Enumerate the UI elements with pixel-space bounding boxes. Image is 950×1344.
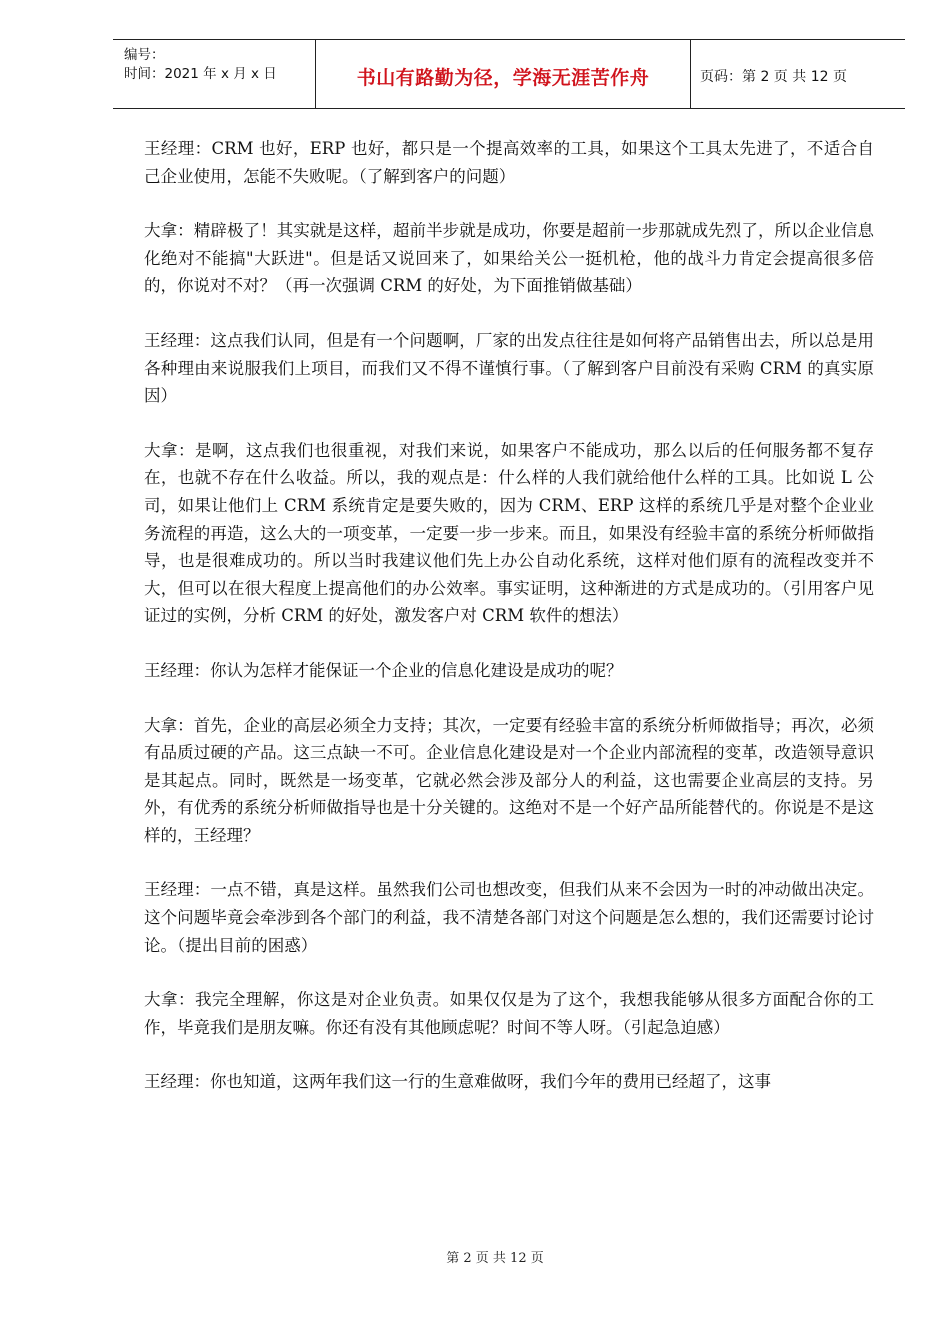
dialogue-paragraph: 大拿：是啊，这点我们也很重视，对我们来说，如果客户不能成功，那么以后的任何服务都不复存在，也就不存在什么收益。所以，我的观点是：什么样的人我们就给他什么样的工具。比如说 L 公司，如果让他们上 CRM 系统肯定是要失败的，因为 CRM、ERP 这样的系统几乎是对整个企业业务流程的再造，这么大的一项变革，一定要一步一步来。而且，如果没有经验丰富的系统分析师做指导，也是很难成功的。所以当时我建议他们先上办公自动化系统，这样对他们原有的流程改变并不大，但可以在很大程度上提高他们的办公效率。事实证明，这种渐进的方式是成功的。（引用客户见证过的实例，分析 CRM 的好处，激发客户对 CRM 软件的想法）: [144, 440, 874, 626]
document-time-label: 时间：2021 年 x 月 x 日: [124, 66, 277, 82]
header-motto: 书山有路勤为径，学海无涯苦作舟: [356, 67, 650, 89]
dialogue-paragraph: 王经理：这点我们认同，但是有一个问题啊，厂家的出发点往往是如何将产品销售出去，所以总是用各种理由来说服我们上项目，而我们又不得不谨慎行事。（了解到客户目前没有采购 CRM 的真实原因）: [144, 330, 874, 406]
page-footer: 第 2 页 共 12 页: [446, 1251, 544, 1266]
dialogue-paragraph: 王经理：CRM 也好，ERP 也好，都只是一个提高效率的工具，如果这个工具太先进了，不适合自己企业使用，怎能不失败呢。（了解到客户的问题）: [144, 139, 874, 186]
dialogue-paragraph: 王经理：你也知道，这两年我们这一行的生意难做呀，我们今年的费用已经超了，这事: [144, 1072, 771, 1092]
dialogue-paragraph: 大拿：精辟极了！其实就是这样，超前半步就是成功，你要是超前一步那就成先烈了，所以企业信息化绝对不能搞"大跃进"。但是话又说回来了，如果给关公一挺机枪，他的战斗力肯定会提高很多倍的，你说对不对？（再一次强调 CRM 的好处，为下面推销做基础）: [144, 221, 874, 296]
header-page-cell: [691, 40, 905, 108]
document-body: [144, 135, 874, 1123]
header-meta-cell: [113, 40, 316, 108]
document-number-label: 编号：: [124, 47, 165, 63]
dialogue-paragraph: 大拿：首先，企业的高层必须全力支持；其次，一定要有经验丰富的系统分析师做指导；再次，必须有品质过硬的产品。这三点缺一不可。企业信息化建设是对一个企业内部流程的变革，改造领导意识是其起点。同时，既然是一场变革，它就必然会涉及部分人的利益，这也需要企业高层的支持。另外，有优秀的系统分析师做指导也是十分关键的。这绝对不是一个好产品所能替代的。你说是不是这样的，王经理？: [144, 715, 874, 845]
header-page-info: 页码：第 2 页 共 12 页: [700, 69, 847, 85]
dialogue-paragraph: 王经理：一点不错，真是这样。虽然我们公司也想改变，但我们从来不会因为一时的冲动做出决定。这个问题毕竟会牵涉到各个部门的利益，我不清楚各部门对这个问题是怎么想的，我们还需要讨论讨论。（提出目前的困惑）: [144, 880, 874, 955]
page-header: [113, 39, 905, 109]
dialogue-paragraph: 王经理：你认为怎样才能保证一个企业的信息化建设是成功的呢？: [144, 660, 623, 680]
dialogue-paragraph: 大拿：我完全理解，你这是对企业负责。如果仅仅是为了这个，我想我能够从很多方面配合你的工作，毕竟我们是朋友嘛。你还有没有其他顾虑呢？时间不等人呀。（引起急迫感）: [144, 990, 874, 1037]
header-motto-cell: [316, 40, 691, 108]
